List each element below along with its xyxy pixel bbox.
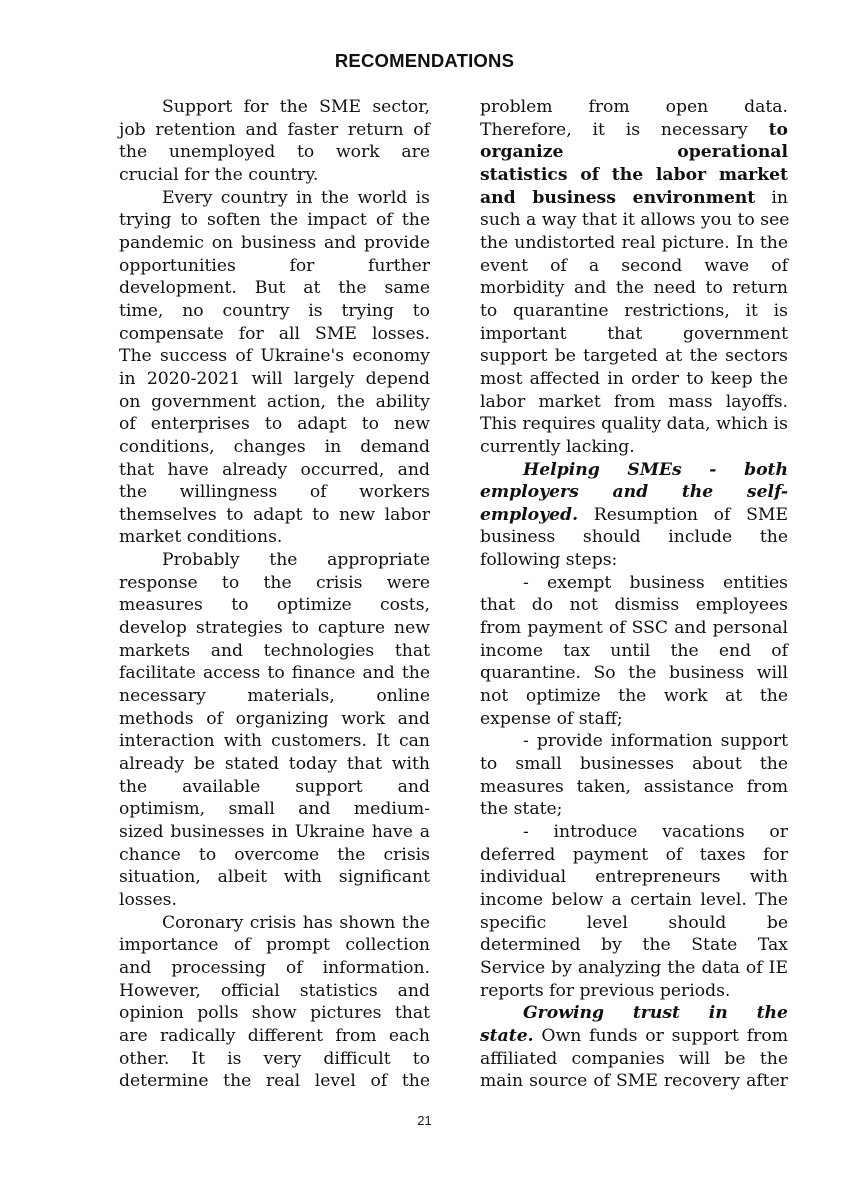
text-line: support be targeted at the sectors xyxy=(480,346,788,367)
text-line: response to the crisis were xyxy=(119,572,430,593)
text-line: conditions, changes in demand xyxy=(119,436,430,457)
list-item-line: expense of staff; xyxy=(480,708,623,729)
page-number: 21 xyxy=(417,1113,432,1128)
text-line: to quarantine restrictions, it is xyxy=(480,300,788,321)
text-line: methods of organizing work and xyxy=(119,708,430,729)
text-line: event of a second wave of xyxy=(480,255,788,276)
list-item-line: not optimize the work at the xyxy=(480,686,788,707)
text-line: the unemployed to work are xyxy=(119,142,430,163)
list-item-line: reports for previous periods. xyxy=(480,980,731,1001)
text-line: are radically different from each xyxy=(119,1025,430,1046)
text-line: chance to overcome the crisis xyxy=(119,844,430,865)
list-item-line: deferred payment of taxes for xyxy=(480,844,788,865)
list-item-line: individual entrepreneurs with xyxy=(480,867,788,888)
right-column xyxy=(480,96,788,1093)
left-column xyxy=(119,96,430,1093)
text-line: job retention and faster return of xyxy=(119,119,430,140)
text-line: pandemic on business and provide xyxy=(119,232,430,253)
list-item-line: - provide information support xyxy=(523,731,788,752)
text-line: and processing of information. xyxy=(119,957,430,978)
section-heading: state. xyxy=(480,1025,534,1046)
text-line: Every country in the world is xyxy=(162,187,430,208)
text-fragment: Therefore, it is necessary xyxy=(480,119,769,140)
text-line: Support for the SME sector, xyxy=(162,97,430,117)
list-item-line: quarantine. So the business will xyxy=(480,663,788,684)
text-line: facilitate access to finance and the xyxy=(119,663,430,684)
emphasis-line: statistics of the labor market xyxy=(480,164,788,185)
text-line: other. It is very difficult to xyxy=(119,1048,430,1069)
text-line: Probably the appropriate xyxy=(162,550,430,571)
list-item-line: that do not dismiss employees xyxy=(480,595,788,616)
text-line: such a way that it allows you to see xyxy=(480,210,790,231)
list-item-line: to small businesses about the xyxy=(480,754,788,775)
text-line xyxy=(480,187,788,210)
page-title: RECOMENDATIONS xyxy=(334,50,515,71)
text-line: in 2020-2021 will largely depend xyxy=(119,368,430,389)
list-item-line: measures taken, assistance from xyxy=(480,776,788,797)
text-line: most affected in order to keep the xyxy=(480,368,788,389)
text-line: However, official statistics and xyxy=(119,980,430,1001)
text-line: measures to optimize costs, xyxy=(119,595,430,616)
text-line: on government action, the ability xyxy=(119,391,430,412)
section-heading: Growing trust in the xyxy=(523,1003,788,1024)
text-line: opinion polls show pictures that xyxy=(119,1003,430,1024)
text-line xyxy=(480,119,788,142)
text-line: important that government xyxy=(480,323,788,344)
text-line xyxy=(480,1025,788,1048)
section-heading-line xyxy=(480,1002,788,1025)
text-line: that have already occurred, and xyxy=(119,459,430,480)
text-line: themselves to adapt to new labor xyxy=(119,504,430,525)
text-line: problem from open data. xyxy=(480,97,788,117)
list-item-line: from payment of SSC and personal xyxy=(480,618,788,639)
text-line: importance of prompt collection xyxy=(119,935,430,956)
text-line: currently lacking. xyxy=(480,436,635,457)
text-line: business should include the xyxy=(480,527,788,548)
text-line: following steps: xyxy=(480,550,618,571)
list-item-line: Service by analyzing the data of IE xyxy=(480,957,788,978)
text-line: develop strategies to capture new xyxy=(119,618,430,639)
text-line: optimism, small and medium- xyxy=(119,799,430,820)
section-heading: Helping SMEs - both xyxy=(523,459,788,480)
text-line: morbidity and the need to return xyxy=(480,278,788,299)
text-line: of enterprises to adapt to new xyxy=(119,414,430,435)
text-line: markets and technologies that xyxy=(119,640,430,661)
list-item-line: income below a certain level. The xyxy=(480,889,788,910)
section-heading: employed. xyxy=(480,504,579,525)
text-line xyxy=(480,504,788,527)
text-line: the available support and xyxy=(119,776,430,797)
text-line: interaction with customers. It can xyxy=(119,731,430,752)
text-line: the willingness of workers xyxy=(119,482,430,503)
text-line: This requires quality data, which is xyxy=(480,414,788,435)
emphasis-text: and business environment xyxy=(480,187,756,208)
emphasis-text: to xyxy=(768,119,788,140)
section-heading: employers and the self- xyxy=(480,482,788,503)
text-line: losses. xyxy=(119,889,177,910)
text-line: sized businesses in Ukraine have a xyxy=(119,822,430,842)
text-line: development. But at the same xyxy=(119,278,430,299)
text-line: already be stated today that with xyxy=(119,754,430,775)
text-line: labor market from mass layoffs. xyxy=(480,391,788,412)
text-line: The success of Ukraine's economy xyxy=(119,346,430,367)
list-item-line: the state; xyxy=(480,799,563,820)
text-line: the undistorted real picture. In the xyxy=(480,232,788,253)
text-line: trying to soften the impact of the xyxy=(119,210,430,231)
text-fragment: in xyxy=(755,187,788,208)
text-line: situation, albeit with significant xyxy=(119,867,430,888)
section-heading-line xyxy=(480,481,788,504)
text-fragment: Resumption of SME xyxy=(578,504,788,525)
list-item-line: income tax until the end of xyxy=(480,640,788,661)
emphasis-line: organize operational xyxy=(480,142,788,163)
list-item-line: specific level should be xyxy=(480,912,788,933)
list-item-line: - exempt business entities xyxy=(523,572,788,593)
text-line: opportunities for further xyxy=(119,255,430,276)
text-line: affiliated companies will be the xyxy=(480,1048,788,1069)
section-heading-line xyxy=(480,459,788,482)
list-item-line: - introduce vacations or xyxy=(523,822,788,842)
text-line: main source of SME recovery after xyxy=(480,1071,788,1092)
list-item-line: determined by the State Tax xyxy=(480,935,788,956)
text-line: Coronary crisis has shown the xyxy=(162,912,430,933)
text-line: time, no country is trying to xyxy=(119,300,430,321)
text-line: market conditions. xyxy=(119,527,283,548)
text-line: compensate for all SME losses. xyxy=(119,323,430,344)
text-line: determine the real level of the xyxy=(119,1071,430,1092)
text-line: necessary materials, online xyxy=(119,686,430,707)
text-fragment: Own funds or support from xyxy=(533,1025,788,1046)
text-line: crucial for the country. xyxy=(119,164,319,185)
